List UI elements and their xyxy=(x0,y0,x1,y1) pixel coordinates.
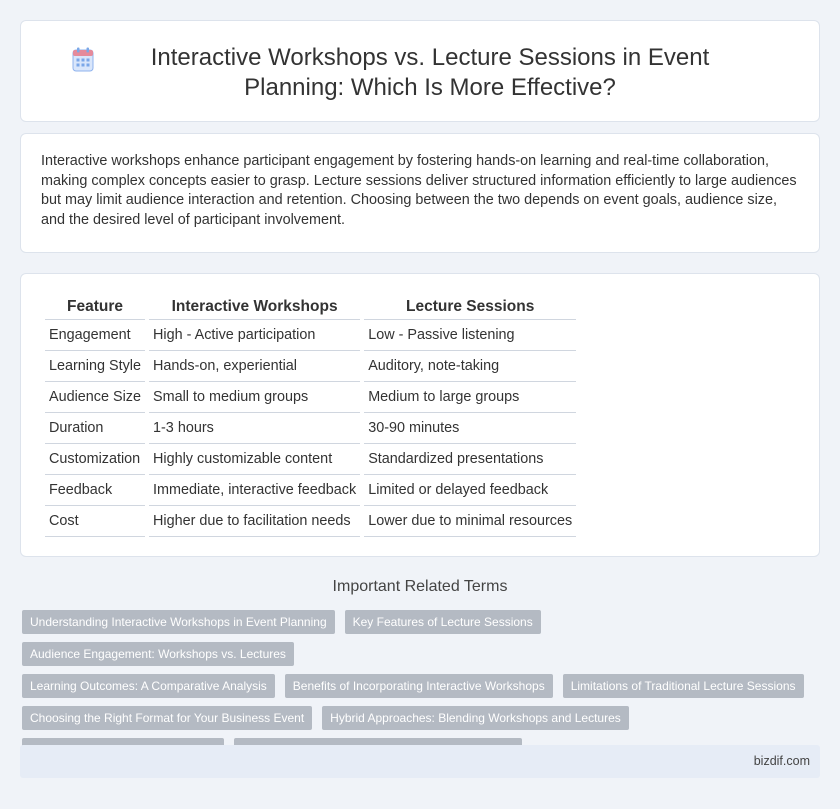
table-cell: Feedback xyxy=(45,475,145,506)
column-header-feature: Feature xyxy=(45,294,145,320)
related-term-tag[interactable]: Limitations of Traditional Lecture Sessions xyxy=(563,674,804,698)
related-term-tag[interactable]: Hybrid Approaches: Blending Workshops and Lectures xyxy=(322,706,629,730)
table-cell: Hands-on, experiential xyxy=(149,351,360,382)
table-cell: Higher due to facilitation needs xyxy=(149,506,360,537)
table-row xyxy=(45,351,576,382)
table-cell: Auditory, note-taking xyxy=(364,351,576,382)
table-cell: Small to medium groups xyxy=(149,382,360,413)
table-row xyxy=(45,444,576,475)
table-row xyxy=(45,475,576,506)
table-cell: Highly customizable content xyxy=(149,444,360,475)
table-cell: 1-3 hours xyxy=(149,413,360,444)
related-term-tag[interactable]: Learning Outcomes: A Comparative Analysis xyxy=(22,674,275,698)
table-cell: Immediate, interactive feedback xyxy=(149,475,360,506)
table-cell: Medium to large groups xyxy=(364,382,576,413)
header-card xyxy=(20,20,820,122)
comparison-card xyxy=(20,273,820,557)
table-cell: Limited or delayed feedback xyxy=(364,475,576,506)
table-cell: Learning Style xyxy=(45,351,145,382)
table-cell: Lower due to minimal resources xyxy=(364,506,576,537)
table-cell: Engagement xyxy=(45,320,145,351)
table-row xyxy=(45,506,576,537)
table-row xyxy=(45,413,576,444)
table-cell: Standardized presentations xyxy=(364,444,576,475)
comparison-table xyxy=(41,294,580,537)
table-cell: 30-90 minutes xyxy=(364,413,576,444)
column-header-lectures: Lecture Sessions xyxy=(364,294,576,320)
table-cell: High - Active participation xyxy=(149,320,360,351)
related-term-tag[interactable]: Audience Engagement: Workshops vs. Lectures xyxy=(22,642,294,666)
related-term-tag[interactable]: Key Features of Lecture Sessions xyxy=(345,610,541,634)
table-row xyxy=(45,320,576,351)
table-cell: Audience Size xyxy=(45,382,145,413)
related-terms-heading: Important Related Terms xyxy=(332,578,508,595)
table-header-row xyxy=(45,294,576,320)
page-title: Interactive Workshops vs. Lecture Sessions in Event Planning: Which Is More Effective? xyxy=(150,44,710,101)
table-cell: Duration xyxy=(45,413,145,444)
table-row xyxy=(45,382,576,413)
intro-paragraph: Interactive workshops enhance participant engagement by fostering hands-on learning and real-time collaboration, making complex concepts easier to grasp. Lecture sessions deliver structured information efficiently to large audiences but may limit audience interaction and retention. Choosing between the two depends on event goals, audience size, and the desired level of participant involvement. xyxy=(41,153,797,228)
footer xyxy=(20,745,820,778)
related-term-tag[interactable]: Benefits of Incorporating Interactive Workshops xyxy=(285,674,553,698)
table-cell: Customization xyxy=(45,444,145,475)
related-term-tag[interactable]: Understanding Interactive Workshops in Event Planning xyxy=(22,610,335,634)
footer-site-link[interactable]: bizdif.com xyxy=(753,754,810,768)
table-cell: Cost xyxy=(45,506,145,537)
intro-card xyxy=(20,133,820,253)
column-header-workshops: Interactive Workshops xyxy=(149,294,360,320)
related-term-tag[interactable]: Choosing the Right Format for Your Business Event xyxy=(22,706,312,730)
table-cell: Low - Passive listening xyxy=(364,320,576,351)
